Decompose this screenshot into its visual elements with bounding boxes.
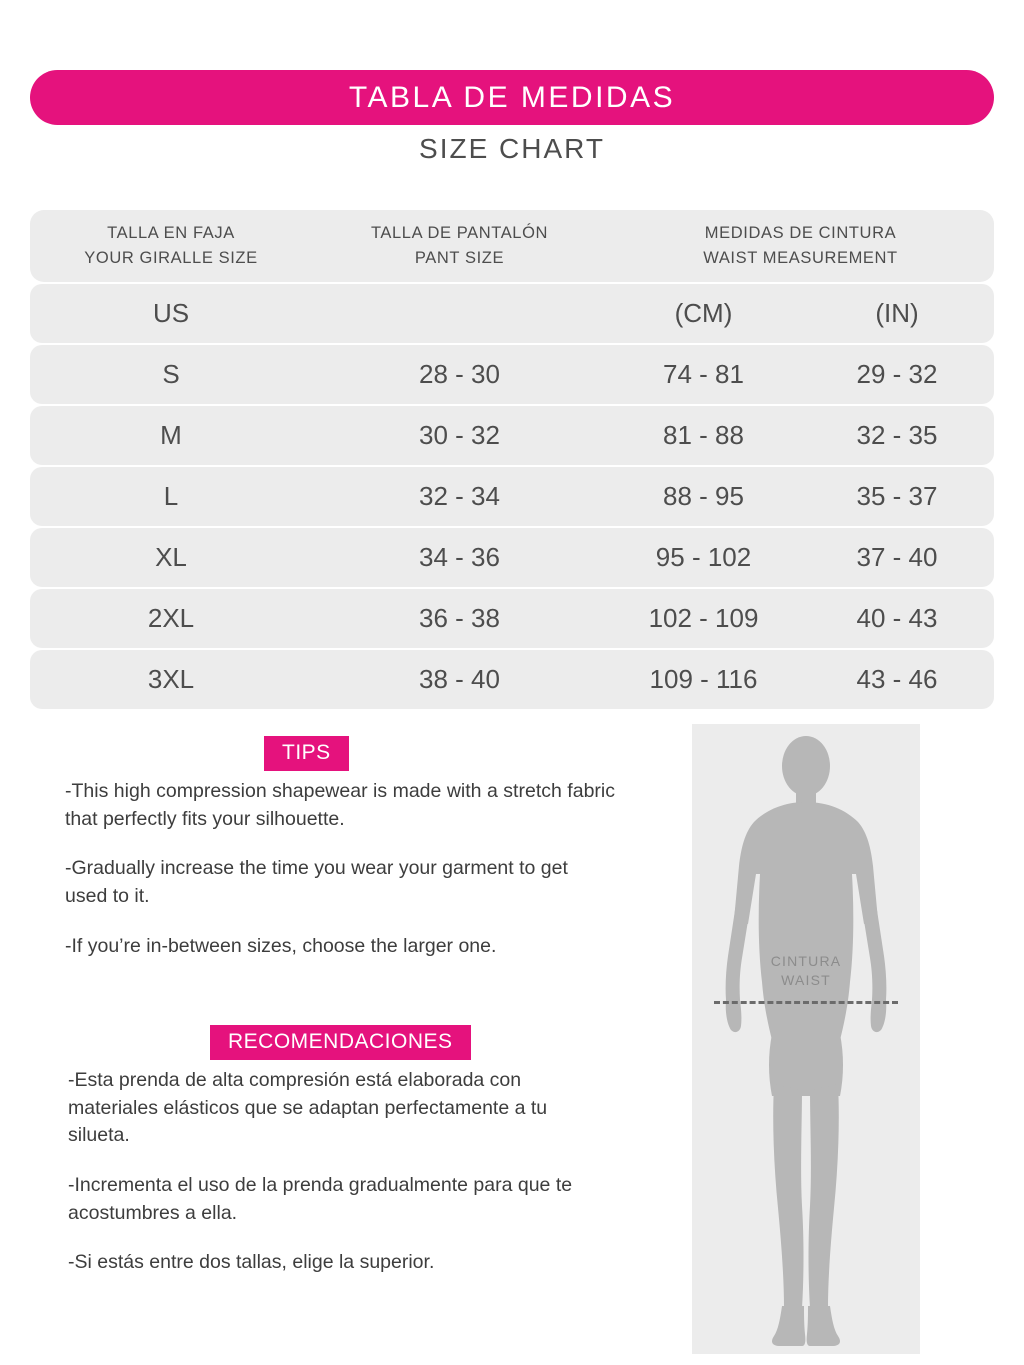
cell-waist-cm: 109 - 116 — [649, 664, 758, 694]
tips-section — [0, 712, 1024, 1365]
cell-waist-cm: 81 - 88 — [663, 420, 744, 450]
column-header-size — [30, 210, 312, 282]
table-header-row — [30, 210, 994, 282]
tips-paragraph-3: -If you’re in-between sizes, choose the larger one. — [65, 934, 497, 957]
table-row — [30, 528, 994, 587]
recomendaciones-paragraph-1: -Esta prenda de alta compresión está elaborada con materiales elásticos que se adaptan perfectamente a tu silueta. — [68, 1069, 548, 1147]
table-row — [30, 589, 994, 648]
waist-measure-line — [714, 1001, 898, 1004]
column-header-size-es: TALLA EN FAJA — [107, 224, 235, 243]
column-header-waist — [607, 210, 994, 282]
cell-pant: 30 - 32 — [419, 420, 500, 450]
cell-size: M — [160, 420, 182, 450]
cell-waist-cm: 88 - 95 — [663, 481, 744, 511]
tips-paragraph-1: -This high compression shapewear is made with a stretch fabric that perfectly fits your silhouette. — [65, 780, 615, 830]
table-row — [30, 406, 994, 465]
recomendaciones-paragraph-3: -Si estás entre dos tallas, elige la superior. — [68, 1251, 435, 1274]
cell-pant: 36 - 38 — [419, 603, 500, 633]
cell-waist-in: 37 - 40 — [856, 542, 938, 572]
cell-pant: 34 - 36 — [419, 542, 500, 572]
cell-pant: 32 - 34 — [419, 481, 500, 511]
waist-label-es: CINTURA — [770, 953, 842, 969]
cell-pant: 38 - 40 — [419, 664, 500, 694]
column-header-waist-es: MEDIDAS DE CINTURA — [704, 224, 897, 243]
cell-waist-in: 32 - 35 — [856, 420, 938, 450]
cell-unit-size: US — [152, 298, 190, 328]
cell-waist-in: 35 - 37 — [856, 481, 938, 511]
male-body-silhouette-icon — [692, 724, 920, 1354]
body-figure-panel — [692, 724, 920, 1354]
cell-waist-cm: 95 - 102 — [655, 542, 752, 572]
waist-label — [692, 952, 920, 990]
cell-waist-in: 29 - 32 — [856, 359, 938, 389]
title-banner — [30, 70, 994, 125]
cell-waist-cm: 102 - 109 — [648, 603, 759, 633]
cell-unit-in: (IN) — [875, 298, 919, 328]
column-header-pant-en: PANT SIZE — [414, 249, 505, 267]
cell-waist-in: 43 - 46 — [856, 664, 938, 694]
tips-badge-wrap — [264, 736, 349, 771]
column-header-size-en: YOUR GIRALLE SIZE — [84, 249, 258, 267]
column-header-pant — [312, 210, 607, 282]
recomendaciones-paragraph-2: -Incrementa el uso de la prenda gradualmente para que te acostumbres a ella. — [68, 1174, 573, 1224]
table-row-units — [30, 284, 994, 343]
cell-unit-pant — [312, 284, 607, 343]
cell-size: L — [163, 481, 179, 511]
recomendaciones-badge-wrap — [210, 1025, 471, 1060]
tips-paragraph-2: -Gradually increase the time you wear your garment to get used to it. — [65, 857, 568, 908]
tips-badge: TIPS — [264, 736, 349, 771]
cell-waist-cm: 74 - 81 — [663, 359, 744, 389]
table-row — [30, 650, 994, 709]
table-row — [30, 467, 994, 526]
page-subtitle: SIZE CHART — [419, 133, 605, 164]
recomendaciones-text-column — [68, 1067, 613, 1299]
waist-label-en: WAIST — [781, 971, 831, 988]
cell-size: 3XL — [147, 664, 195, 694]
cell-unit-cm: (CM) — [674, 298, 733, 328]
cell-pant: 28 - 30 — [419, 359, 500, 389]
recomendaciones-badge: RECOMENDACIONES — [210, 1025, 471, 1060]
table-row — [30, 345, 994, 404]
cell-waist-in: 40 - 43 — [856, 603, 938, 633]
cell-size: XL — [155, 542, 187, 572]
cell-size: S — [162, 359, 180, 389]
tips-text-column — [65, 778, 615, 982]
page-title: TABLA DE MEDIDAS — [348, 80, 676, 114]
cell-size: 2XL — [147, 603, 195, 633]
column-header-waist-en: WAIST MEASUREMENT — [703, 249, 898, 267]
column-header-pant-es: TALLA DE PANTALÓN — [370, 224, 549, 243]
size-table — [30, 210, 994, 711]
